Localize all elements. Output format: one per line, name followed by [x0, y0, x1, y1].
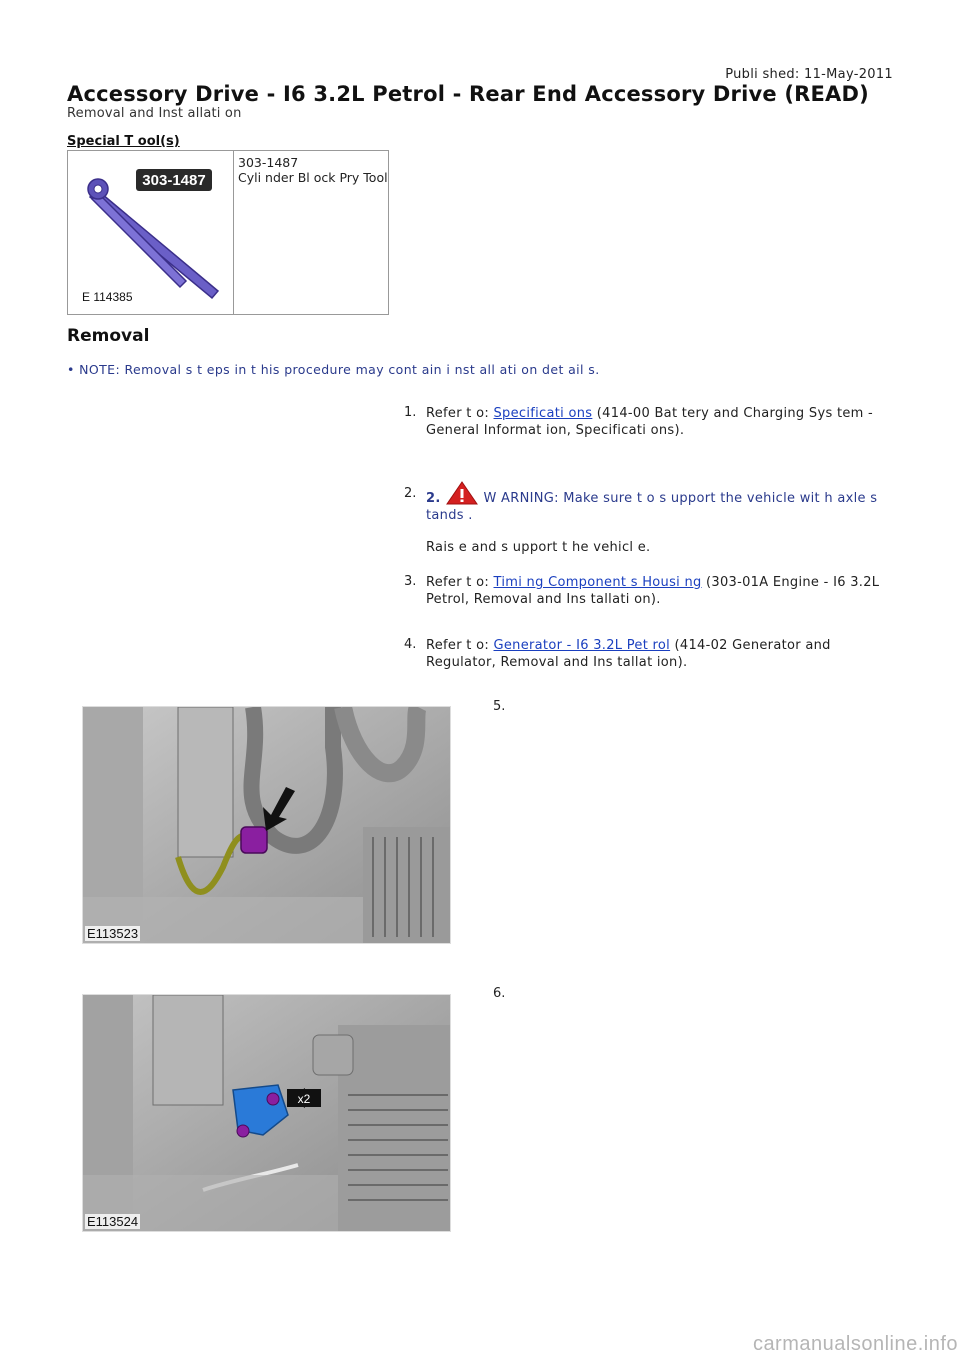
- step-4-suffix: (414-02 Generator and Regulator, Removal and Ins tallat ion).: [426, 638, 831, 670]
- step-3: [426, 574, 881, 608]
- figure-5-label: E113523: [87, 926, 139, 941]
- page-subtitle: Removal and Inst allati on: [67, 106, 242, 121]
- tool-description: [238, 155, 388, 185]
- special-tools-table: [67, 150, 389, 315]
- tool-name: Cyli nder Bl ock Pry Tool: [238, 170, 388, 185]
- timing-components-housing-link[interactable]: Timi ng Component s Housi ng: [493, 575, 702, 590]
- engine-illustration-5: [83, 707, 450, 943]
- published-date: Publi shed: 11-May-2011: [725, 67, 893, 82]
- step-2-text: Rais e and s upport t he vehicl e.: [426, 540, 651, 555]
- engine-illustration-6: [83, 995, 450, 1231]
- step-1-number: 1.: [404, 405, 417, 420]
- step-1-prefix: Refer t o:: [426, 406, 494, 421]
- step-2-number: 2.: [404, 486, 417, 501]
- tool-number: 303-1487: [238, 155, 299, 170]
- step-1-suffix: (414-00 Bat tery and Charging Sys tem - General Informat ion, Specificati ons).: [426, 406, 874, 438]
- generator-link[interactable]: Generator - I6 3.2L Pet rol: [493, 638, 671, 653]
- page-title: Accessory Drive - I6 3.2L Petrol - Rear End Accessory Drive (READ): [67, 82, 869, 106]
- step-6-number: 6.: [493, 986, 506, 1001]
- special-tools-heading: Special T ool(s): [67, 134, 180, 149]
- step-3-prefix: Refer t o:: [426, 575, 494, 590]
- removal-note: • NOTE: Removal s t eps in t his procedure may cont ain i nst all ati on det ail s.: [67, 362, 600, 377]
- step-3-number: 3.: [404, 574, 417, 589]
- step-4-prefix: Refer t o:: [426, 638, 494, 653]
- step-2: [426, 480, 881, 556]
- pry-tool-illustration: [68, 151, 233, 314]
- tool-image-label: E 114385: [82, 290, 133, 304]
- figure-e113523: [82, 706, 451, 944]
- step-5-number: 5.: [493, 699, 506, 714]
- watermark: carmanualsonline.info: [752, 1333, 958, 1355]
- figure-6-label: E113524: [87, 1214, 139, 1229]
- warning-triangle-icon: [445, 480, 479, 506]
- step-4: [426, 637, 881, 671]
- warning-text: W ARNING: Make sure t o s upport the vehicle wit h axle s tands .: [426, 491, 878, 523]
- warning-number: 2.: [426, 491, 441, 506]
- warning-block: [426, 491, 877, 523]
- removal-heading: Removal: [67, 326, 150, 346]
- x2-callout: x2: [297, 1092, 311, 1106]
- specifications-link[interactable]: Specificati ons: [493, 406, 593, 421]
- step-1: [426, 405, 881, 439]
- tool-image: [68, 151, 234, 314]
- figure-e113524: [82, 994, 451, 1232]
- tool-image-tag: 303-1487: [142, 172, 206, 189]
- step-3-suffix: (303-01A Engine - I6 3.2L Petrol, Removal and Ins tallati on).: [426, 575, 880, 607]
- step-4-number: 4.: [404, 637, 417, 652]
